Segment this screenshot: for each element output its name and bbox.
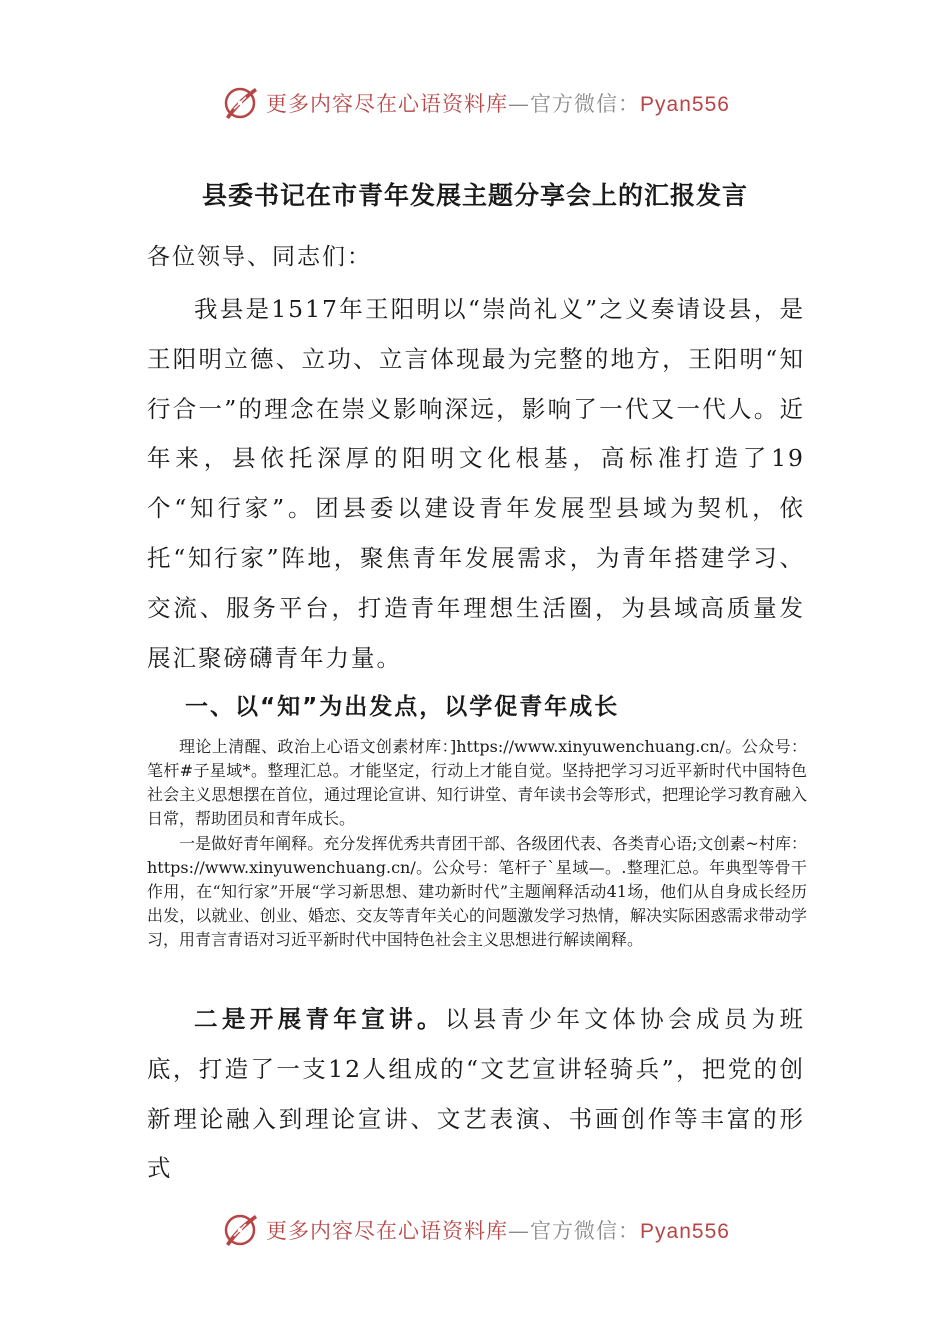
section-1-paragraph-2: 一是做好青年阐释。充分发挥优秀共青团干部、各级团代表、各类青心语;文创素~村库：https://www.xinyuwenchuang.cn/。公众号：笔杆子`星域—。.整理汇总。年典型等骨干作用，在“知行家”开展“学习新思想、建功新时代”主题阐释活动41场，他们从自身成长经历出发，以就业、创业、婚恋、交友等青年关心的问题激发学习热情，解决实际困惑需求带动学习，用青言青语对习近平新时代中国特色社会主义思想进行解读阐释。 [147,834,807,949]
section-1-paragraph-1: 理论上清醒、政治上心语文创素材库：]https://www.xinyuwenchuang.cn/。公众号：笔杆#子星域*。整理汇总。才能坚定，行动上才能自觉。坚持把学习习近平新时代中国特色社会主义思想摆在首位，通过理论宣讲、知行讲堂、青年读书会等形式，把理论学习教育融入日常，帮助团员和青年成长。 [147,737,807,828]
section-1-heading: 一、以“知”为出发点，以学促青年成长 [185,694,620,720]
salutation: 各位领导、同志们： [147,244,372,270]
paragraph-body: 以县青少年文体协会成员为班底，打造了一支12人组成的“文艺宣讲轻骑兵”，把党的创新理论融入到理论宣讲、文艺表演、书画创作等丰富的形式 [147,1005,806,1183]
document-title: 县委书记在市青年发展主题分享会上的汇报发言 [201,181,748,210]
header-watermark-banner [0,78,950,128]
section-1-paragraph-3 [147,995,805,1194]
watermark-text: 更多内容尽在心语资料库—官方微信：Pyan556 [266,92,730,116]
watermark-text: 更多内容尽在心语资料库—官方微信：Pyan556 [266,1219,730,1243]
paragraph-lead-phrase: 二是开展青年宣讲。 [194,1005,445,1033]
footer-watermark-banner [0,1205,950,1255]
pen-nib-logo-icon [220,83,260,123]
pen-nib-logo-icon [220,1210,260,1250]
intro-paragraph: 我县是1517年王阳明以“崇尚礼义”之义奏请设县，是王阳明立德、立功、立言体现最为完整的地方，王阳明“知行合一”的理念在崇义影响深远，影响了一代又一代人。近年来，县依托深厚的阳明文化根基，高标准打造了19个“知行家”。团县委以建设青年发展型县域为契机，依托“知行家”阵地，聚焦青年发展需求，为青年搭建学习、交流、服务平台，打造青年理想生活圈，为县域高质量发展汇聚磅礴青年力量。 [147,295,805,672]
